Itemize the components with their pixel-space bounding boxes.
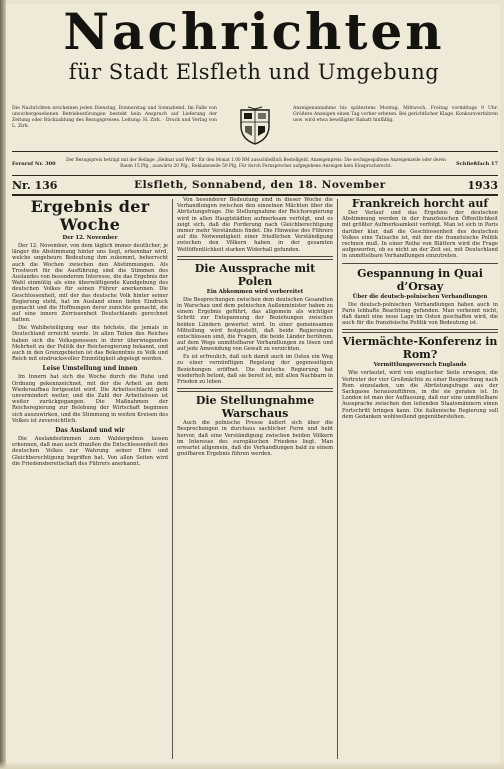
paragraph: Auch die polnische Presse äußert sich über die Besprechungen in durchaus sachlicher Form und hebt hervor, daß eine Verständigung zwischen beiden Völkern im Interesse des europäischen Friedens liegt. Man erwartet allgemein, daß die Verhandlungen bald zu einem greifbaren Ergebnis führen werden.: [177, 420, 333, 458]
po-box: Schließfach 17: [456, 160, 498, 167]
issue-number: Nr. 136: [12, 178, 58, 192]
issue-year: 1933: [467, 178, 498, 192]
section-subhead: Leise Umstellung und innen: [42, 365, 138, 373]
divider: [342, 329, 498, 333]
article-subheadline: Ein Abkommen wird vorbereitet: [206, 288, 304, 295]
article-body: [12, 436, 168, 467]
column-3: [342, 197, 498, 763]
masthead-subtitle: für Stadt Elsfleth und Umgebung: [68, 60, 440, 84]
paragraph: Die Besprechungen zwischen dem deutschen Gesandten in Warschau und dem polnischen Außenminister haben zu einem Ergebnis geführt, das allgemein als wichtiger Schritt zur Entspannung der Beziehungen zwischen beiden Ländern gewertet wird. In einer gemeinsamen Mitteilung wird festgestellt, daß beide Regierungen entschlossen sind, die Fragen, die beide Länder berühren, auf dem Wege unmittelbarer Verhandlungen zu lösen und auf jede Anwendung von Gewalt zu verzichten.: [177, 296, 333, 353]
column-divider: [172, 199, 173, 759]
column-1: [12, 197, 168, 763]
article-headline: Frankreich horcht auf: [351, 197, 489, 210]
masthead-title: Nachrichten: [63, 2, 445, 61]
paragraph: Der Verlauf und das Ergebnis der deutschen Abstimmung werden in der französischen Öffentlichkeit mit größter Aufmerksamkeit verfolgt. Man ist sich in Paris darüber klar, daß die Geschlossenheit des deutschen Volkes eine Tatsache ist, mit der die französische Politik rechnen muß. In einer Reihe von Blättern wird die Frage aufgeworfen, ob es nicht an der Zeit sei, mit Deutschland in unmittelbare Verhandlungen einzutreten.: [342, 210, 498, 260]
article-body: [12, 243, 168, 362]
dateline: [12, 176, 498, 196]
article-body: [342, 302, 498, 327]
column-2: [177, 197, 333, 763]
issue-date: Elsfleth, Sonnabend, den 18. November: [134, 179, 386, 191]
article-body: [12, 374, 168, 424]
paragraph: Die Wahlbeteiligung war die höchste, die jemals in Deutschland erreicht wurde. In allen Teilen des Reiches haben sich die Volksgenossen in ihrer überwiegenden Mehrheit zu der Politik der Reichsregierung bekannt, und auch in den Grenzgebieten ist das Bekenntnis zu Volk und Reich mit eindrucksvoller Einmütigkeit abgelegt worden.: [12, 325, 168, 363]
info-row: [12, 106, 498, 148]
article-body: [342, 370, 498, 420]
article-body: [177, 197, 333, 253]
paragraph: Der 12. November, von dem täglich immer deutlicher, je länger die Abstimmung hinter uns liegt, erkennbar wird, welche ungeheure Bedeutung ihm zukommt, beherrscht auch die Wochen zwischen den Abstimmungen. Als Trostwort für die Ausführung sind die Stimmen des Auslandes von besonderem Interesse, die das Ergebnis der Wahl einmütig als eine überwältigende Kundgebung des deutschen Volkes für seinen Führer anerkennen. Die Geschlossenheit, mit der das deutsche Volk hinter seiner Regierung steht, hat im Ausland einen tiefen Eindruck gemacht und die Hoffnungen derer zunichte gemacht, die auf eine innere Zerrissenheit Deutschlands gerechnet hatten.: [12, 243, 168, 324]
coat-of-arms-icon: [238, 106, 272, 146]
article-body: [342, 210, 498, 260]
article-headline: Gespannung in Quai d’Orsay: [357, 266, 483, 293]
article-subheadline: Der 12. November: [62, 235, 118, 241]
pricing-info: Der Bezugspreis beträgt mit der Beilage „Heimat und Welt“ für den Monat 1.00 RM ausschließlich Bestellgeld. Anzeigenpreis: Die sechsgespaltene Anzeigenzeile oder deren Raum 15 Pfg., auswärts 20 Pfg., Reklamezeile 50 Pfg. Für durch Fernsprecher aufgegebene Anzeigen kein Einspruchsrecht.: [66, 158, 446, 169]
article-headline: Viermächte-Konferenz in Rom?: [342, 335, 498, 362]
paragraph: Die Auslandsstimmen zum Wahlergebnis lassen erkennen, daß man auch draußen die Entschlossenheit des deutschen Volkes zur Wahrung seiner Ehre und Gleichberechtigung begriffen hat. Von allen Seiten wird die Friedensbereitschaft des Führers anerkannt.: [12, 435, 168, 467]
page-shadow: [0, 761, 504, 769]
article-body: [177, 420, 333, 457]
masthead: [12, 2, 496, 96]
divider: [342, 263, 498, 264]
article-subheadline: Über die deutsch-polnischen Verhandlungen: [352, 293, 488, 300]
article-headline: Die Stellungnahme Warschaus: [195, 394, 315, 421]
paragraph: Von besonderer Bedeutung sind in dieser Woche die Verhandlungen zwischen den einzelnen Mächten über die Abrüstungsfrage. Die Stellungnahme der Reichsregierung wird in allen Hauptstädten aufmerksam verfolgt, und es zeigt sich, daß die Forderung nach Gleichberechtigung immer mehr Verständnis findet. Die Hinweise des Führers auf die Notwendigkeit einer friedlichen Verständigung zwischen den Völkern haben in der gesamten Weltöffentlichkeit starken Widerhall gefunden.: [177, 197, 333, 253]
paragraph: Im Innern hat sich die Woche durch die Ruhe und Ordnung gekennzeichnet, mit der die Arbeit an dem Wiederaufbau fortgesetzt wird. Die Arbeitsschlacht geht unvermindert weiter, und die Zahl der Arbeitslosen ist weiter zurückgegangen. Die Maßnahmen der Reichsregierung zur Belebung der Wirtschaft beginnen sich auszuwirken, und die Stimmung in weiten Kreisen des Volkes ist zuversichtlich.: [12, 374, 168, 424]
paragraph: Die deutsch-polnischen Verhandlungen haben auch in Paris lebhafte Beachtung gefunden. Man verkennt nicht, daß damit eine neue Lage im Osten geschaffen wird, die auch für die französische Politik von Bedeutung ist.: [342, 301, 498, 327]
divider: [177, 256, 333, 260]
advertising-info: Anzeigenannahme bis spätestens Montag, Mittwoch, Freitag vormittags 9 Uhr. Größere Anzeigen einen Tag vorher erbeten. Bei gerichtlicher Klage, Konkursverfahren usw. wird etwa bewilligter Rabatt hinfällig.: [293, 106, 498, 124]
column-divider: [337, 199, 338, 759]
article-columns: [12, 197, 498, 763]
divider: [177, 388, 333, 392]
paragraph: Es ist erfreulich, daß sich damit auch im Osten ein Weg zu einer vernünftigen Regelung der gegenseitigen Beziehungen eröffnet. Die deutsche Regierung hat wiederholt betont, daß sie bereit ist, mit allen Nachbarn in Frieden zu leben.: [177, 354, 333, 385]
publication-info: Die Nachrichten erscheinen jeden Dienstag, Donnerstag und Sonnabend. Im Falle von unvorhergesehenen Betriebsstörungen besteht kein Anspruch auf Lieferung der Zeitung oder Rückzahlung des Bezugspreises. Leitung: H. Zirk. · Druck und Verlag von L. Zirk.: [12, 106, 217, 130]
phone-number: Fernruf Nr. 300: [12, 160, 56, 167]
article-body: [177, 297, 333, 385]
article-subheadline: Vermittlungsversuch Englands: [373, 362, 467, 369]
section-subhead: Das Ausland und wir: [55, 426, 125, 434]
article-headline: Ergebnis der Woche: [30, 197, 150, 234]
article-headline: Die Aussprache mit Polen: [194, 261, 316, 288]
paragraph: Wie verlautet, wird von englischer Seite erwogen, die Vertreter der vier Großmächte zu einer Besprechung nach Rom einzuladen, um die Abrüstungsfrage aus der Sackgasse herauszuführen, in die sie geraten ist. In London ist man der Auffassung, daß nur eine unmittelbare Aussprache zwischen den leitenden Staatsmännern einen Fortschritt bringen kann. Die italienische Regierung soll dem Gedanken wohlwollend gegenüberstehen.: [342, 370, 498, 420]
subscription-bar: [12, 151, 498, 176]
